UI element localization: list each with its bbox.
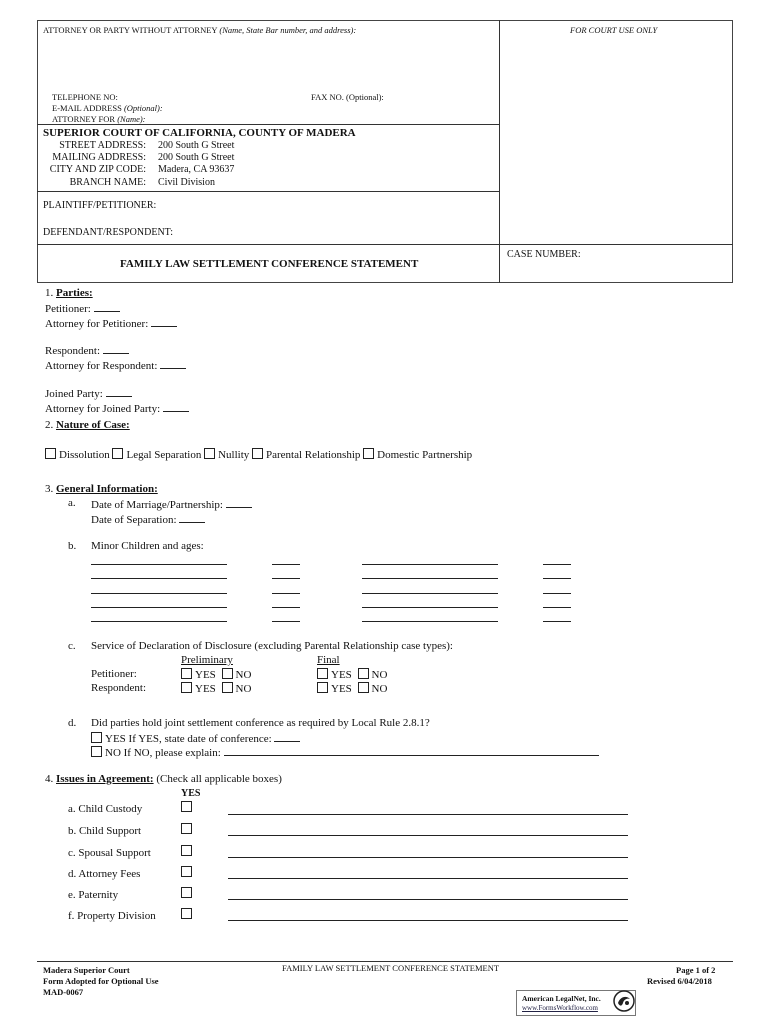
petitioner-field: Petitioner: — [45, 301, 120, 315]
issue-child-support: b. Child Support — [68, 825, 142, 837]
attorney-label: ATTORNEY OR PARTY WITHOUT ATTORNEY (Name, State Bar number, and address): — [43, 25, 357, 35]
option-legal-separation[interactable]: Legal Separation — [112, 449, 201, 461]
attorney-for-label: ATTORNEY FOR (Name): — [52, 114, 146, 124]
explanation-blank[interactable] — [224, 745, 599, 756]
petitioner-prelim-no-checkbox[interactable] — [222, 668, 233, 679]
case-number-divider — [499, 244, 500, 283]
child-name-blank[interactable] — [91, 621, 227, 622]
issue-child-custody-check-wrap — [181, 801, 195, 814]
joint-yes-row: YES If YES, state date of conference: — [91, 731, 300, 745]
case-number-label: CASE NUMBER: — [507, 249, 581, 260]
respondent-field: Respondent: — [45, 343, 129, 357]
final-header: Final — [317, 654, 340, 666]
dissolution-checkbox[interactable] — [45, 448, 56, 459]
footer-title: FAMILY LAW SETTLEMENT CONFERENCE STATEMENT — [282, 963, 500, 973]
email-label: E-MAIL ADDRESS (Optional): — [52, 103, 163, 113]
minor-children-label: Minor Children and ages: — [91, 540, 204, 552]
joint-no-checkbox[interactable] — [91, 746, 102, 757]
option-domestic-partnership[interactable]: Domestic Partnership — [363, 449, 472, 461]
domestic-partnership-checkbox[interactable] — [363, 448, 374, 459]
option-dissolution[interactable]: Dissolution — [45, 449, 110, 461]
footer-adopted: Form Adopted for Optional Use — [43, 976, 159, 986]
publisher-url[interactable]: www.FormsWorkflow.com — [522, 1004, 598, 1012]
child-name-blank[interactable] — [362, 564, 498, 565]
child-age-blank[interactable] — [543, 593, 571, 594]
property-division-checkbox[interactable] — [181, 908, 192, 919]
legal-separation-checkbox[interactable] — [112, 448, 123, 459]
date-marriage-field: Date of Marriage/Partnership: — [91, 497, 252, 511]
fax-label: FAX NO. (Optional): — [311, 92, 384, 102]
conference-date-blank[interactable] — [274, 731, 300, 742]
service-respondent-label: Respondent: — [91, 682, 146, 694]
paternity-blank[interactable] — [228, 899, 628, 900]
footer-court: Madera Superior Court — [43, 965, 130, 975]
child-age-blank[interactable] — [272, 607, 300, 608]
issue-property-division-check-wrap — [181, 908, 195, 921]
publisher-name: American LegalNet, Inc. — [522, 994, 601, 1003]
section-general-heading: 3. General Information: — [45, 483, 158, 495]
joint-no-row: NO If NO, please explain: — [91, 745, 599, 759]
preliminary-header: Preliminary — [181, 654, 233, 666]
joint-conference-question: Did parties hold joint settlement conference as required by Local Rule 2.8.1? — [91, 717, 430, 729]
child-age-blank[interactable] — [543, 564, 571, 565]
joined-party-blank[interactable] — [106, 386, 132, 397]
attorney-petitioner-field: Attorney for Petitioner: — [45, 316, 177, 330]
footer-form-number: MAD-0067 — [43, 987, 84, 997]
court-name: SUPERIOR COURT OF CALIFORNIA, COUNTY OF MADERA — [43, 127, 356, 139]
child-age-blank[interactable] — [272, 621, 300, 622]
form-title: FAMILY LAW SETTLEMENT CONFERENCE STATEMENT — [120, 258, 419, 270]
footer-rule — [37, 961, 733, 962]
mailing-address-label: MAILING ADDRESS: — [52, 152, 146, 163]
item-c-letter: c. — [68, 640, 76, 652]
date-separation-field: Date of Separation: — [91, 512, 205, 526]
paternity-checkbox[interactable] — [181, 887, 192, 898]
attorney-petitioner-blank[interactable] — [151, 316, 177, 327]
nullity-checkbox[interactable] — [204, 448, 215, 459]
joined-party-field: Joined Party: — [45, 386, 132, 400]
child-name-blank[interactable] — [91, 578, 227, 579]
defendant-label: DEFENDANT/RESPONDENT: — [43, 227, 174, 238]
telephone-label: TELEPHONE NO: — [52, 92, 118, 102]
street-address-label: STREET ADDRESS: — [59, 140, 146, 151]
branch-name: Civil Division — [158, 177, 215, 188]
service-disclosure-label: Service of Declaration of Disclosure (excluding Parental Relationship case types): — [91, 640, 453, 652]
title-divider — [37, 244, 733, 245]
mailing-address: 200 South G Street — [158, 152, 235, 163]
petitioner-blank[interactable] — [94, 301, 120, 312]
issue-paternity: e. Paternity — [68, 889, 119, 901]
date-marriage-blank[interactable] — [226, 497, 252, 508]
court-use-label: FOR COURT USE ONLY — [570, 25, 658, 35]
service-petitioner-preliminary: YES NO — [181, 668, 251, 681]
service-respondent-preliminary: YES NO — [181, 682, 251, 695]
street-address: 200 South G Street — [158, 140, 235, 151]
service-petitioner-final: YES NO — [317, 668, 387, 681]
child-age-blank[interactable] — [272, 593, 300, 594]
child-age-blank[interactable] — [272, 564, 300, 565]
service-petitioner-label: Petitioner: — [91, 668, 137, 680]
item-a-letter: a. — [68, 497, 76, 509]
joint-yes-checkbox[interactable] — [91, 732, 102, 743]
child-name-blank[interactable] — [362, 621, 498, 622]
child-name-blank[interactable] — [362, 607, 498, 608]
child-name-blank[interactable] — [362, 593, 498, 594]
caption-vertical-divider — [499, 20, 500, 263]
footer-page: Page 1 of 2 — [676, 965, 716, 975]
issue-spousal-support: c. Spousal Support — [68, 847, 151, 859]
child-custody-checkbox[interactable] — [181, 801, 192, 812]
branch-name-label: BRANCH NAME: — [69, 177, 146, 188]
plaintiff-label: PLAINTIFF/PETITIONER: — [43, 200, 157, 211]
issue-attorney-fees: d. Attorney Fees — [68, 868, 141, 880]
respondent-blank[interactable] — [103, 343, 129, 354]
petitioner-final-yes-checkbox[interactable] — [317, 668, 328, 679]
issue-child-custody: a. Child Custody — [68, 803, 143, 815]
section-issues-heading: 4. Issues in Agreement: (Check all applicable boxes) — [45, 773, 282, 785]
child-support-blank[interactable] — [228, 835, 628, 836]
city-zip-label: CITY AND ZIP CODE: — [49, 164, 146, 175]
child-name-blank[interactable] — [91, 593, 227, 594]
section-nature-heading: 2. Nature of Case: — [45, 419, 130, 431]
child-custody-blank[interactable] — [228, 814, 628, 815]
attorney-fees-checkbox[interactable] — [181, 866, 192, 877]
court-divider — [37, 124, 500, 125]
petitioner-final-no-checkbox[interactable] — [358, 668, 369, 679]
respondent-prelim-yes-checkbox[interactable] — [181, 682, 192, 693]
property-division-blank[interactable] — [228, 920, 628, 921]
issue-paternity-check-wrap — [181, 887, 195, 900]
spousal-support-blank[interactable] — [228, 857, 628, 858]
respondent-final-no-checkbox[interactable] — [358, 682, 369, 693]
issue-spousal-support-check-wrap — [181, 845, 195, 858]
footer-revised: Revised 6/04/2018 — [647, 976, 712, 986]
child-support-checkbox[interactable] — [181, 823, 192, 834]
attorney-respondent-field: Attorney for Respondent: — [45, 358, 186, 372]
attorney-joined-field: Attorney for Joined Party: — [45, 401, 189, 415]
issue-child-support-check-wrap — [181, 823, 195, 836]
child-age-blank[interactable] — [543, 621, 571, 622]
petitioner-prelim-yes-checkbox[interactable] — [181, 668, 192, 679]
issue-property-division: f. Property Division — [68, 910, 156, 922]
parties-divider — [37, 191, 500, 192]
child-age-blank[interactable] — [543, 578, 571, 579]
section-parties-heading: 1. Parties: — [45, 287, 93, 299]
attorney-joined-blank[interactable] — [163, 401, 189, 412]
child-age-blank[interactable] — [543, 607, 571, 608]
item-d-letter: d. — [68, 717, 77, 729]
issue-attorney-fees-check-wrap — [181, 866, 195, 879]
respondent-final-yes-checkbox[interactable] — [317, 682, 328, 693]
item-b-letter: b. — [68, 540, 77, 552]
option-nullity[interactable]: Nullity — [204, 449, 249, 461]
attorney-fees-blank[interactable] — [228, 878, 628, 879]
service-respondent-final: YES NO — [317, 682, 387, 695]
child-name-blank[interactable] — [362, 578, 498, 579]
spousal-support-checkbox[interactable] — [181, 845, 192, 856]
nature-options — [45, 448, 472, 461]
publisher-logo-icon — [612, 989, 636, 1013]
child-name-blank[interactable] — [91, 607, 227, 608]
city-zip: Madera, CA 93637 — [158, 164, 235, 175]
issues-yes-header: YES — [181, 788, 201, 799]
child-age-blank[interactable] — [272, 578, 300, 579]
parental-relationship-checkbox[interactable] — [252, 448, 263, 459]
attorney-respondent-blank[interactable] — [160, 358, 186, 369]
respondent-prelim-no-checkbox[interactable] — [222, 682, 233, 693]
date-separation-blank[interactable] — [179, 512, 205, 523]
option-parental-relationship[interactable]: Parental Relationship — [252, 449, 360, 461]
child-name-blank[interactable] — [91, 564, 227, 565]
